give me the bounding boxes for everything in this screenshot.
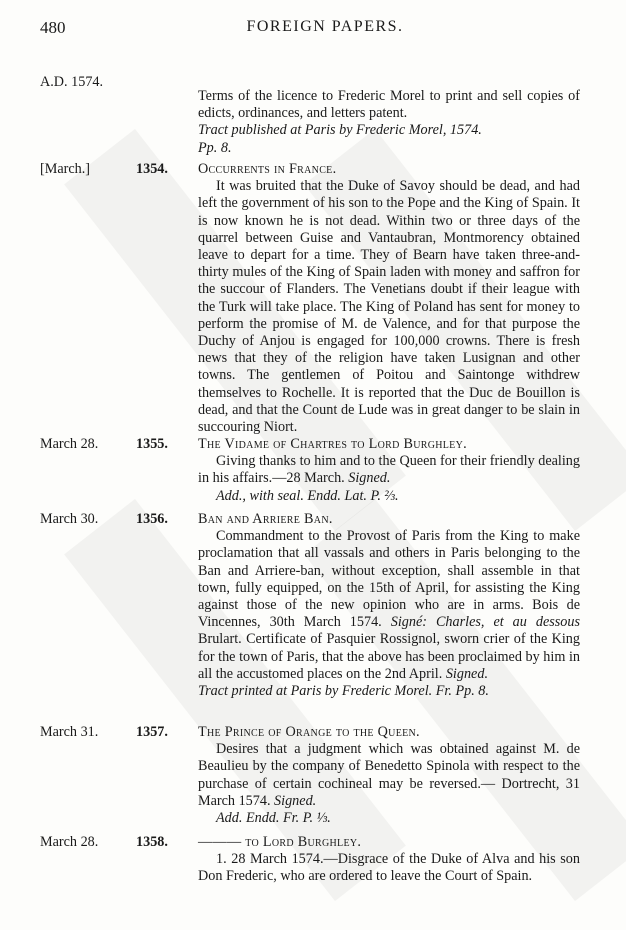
page-header xyxy=(40,18,580,42)
entry-text: 1. 28 March 1574.—Disgrace of the Duke of Alva and his son Don Frederic, who are ordered to leave the Court of Spain. xyxy=(198,851,580,885)
entry-date: March 28. xyxy=(40,436,99,452)
signed-note: Signed. xyxy=(348,470,391,487)
entry-number: 1354. xyxy=(136,161,168,177)
entry-text: Desires that a judgment which was obtained against M. de Beaulieu by the company of Benedetto Spinola with respect to the purchase of certain cochineal may be reversed.— Dortrecht, 31 March 1574. xyxy=(198,741,580,809)
calendar-entry xyxy=(40,511,580,700)
entry-title: The Prince of Orange to the Queen. xyxy=(198,724,420,740)
calendar-entry xyxy=(40,161,580,436)
entry-number: 1358. xyxy=(136,834,168,850)
calendar-entry xyxy=(40,74,580,157)
signature-note: Signé: Charles, et au dessous xyxy=(390,614,581,631)
entry-date: March 30. xyxy=(40,511,99,527)
entry-text: Commandment to the Provost of Paris from the King to make proclamation that all vassals and others in Paris belonging to the Ban and Arriere-ban, without exception, shall assemble in that town, fully equipped, on the 15th of April, for assisting the King against those of the new opinion who are in arms. Bois de Vincennes, 30th March 1574. xyxy=(198,528,580,631)
entry-text: Giving thanks to him and to the Queen for their friendly dealing in his affairs.—28 March. xyxy=(198,453,580,487)
entry-date: [March.] xyxy=(40,161,91,177)
entry-title: Ban and Arriere Ban. xyxy=(198,511,333,527)
entry-date: March 28. xyxy=(40,834,99,850)
calendar-entry xyxy=(40,724,580,827)
entry-note: Tract printed at Paris by Frederic Morel. Fr. Pp. 8. xyxy=(198,683,489,700)
calendar-entry xyxy=(40,436,580,505)
entry-date: A.D. 1574. xyxy=(40,74,104,90)
signed-note: Signed. xyxy=(274,792,317,809)
running-head: FOREIGN PAPERS. xyxy=(246,18,404,35)
entry-endorsement: Add., with seal. Endd. Lat. P. ⅔. xyxy=(216,487,399,504)
page-number: 480 xyxy=(40,18,66,37)
entry-title: Occurrents in France. xyxy=(198,161,337,177)
entry-text-continued: Brulart. Certificate of Pasquier Rossignol, sworn crier of the King for the town of Paris, that the above has been proclaimed by him in all the accustomed places on the 2nd April. xyxy=(198,631,580,682)
entry-number: 1357. xyxy=(136,724,168,740)
entry-pages: Pp. 8. xyxy=(198,139,232,156)
entry-text: It was bruited that the Duke of Savoy should be dead, and had left the government of his son to the Pope and the King of Spain. It is now known he is not dead. Within two or three days of the quarrel between Guise and Vantaubran, Montmorency obtained leave to depart for a time. They of Bearn have taken three-and-thirty mules of the King of Spain laden with money and saffron for the succour of Flanders. The Venetians doubt if their league with the Turk will take place. The King of Poland has sent for money to perform the promise of M. de Valence, and for that purpose the Duchy of Anjou is engaged for 100,000 crowns. There is fresh news that they of the religion have taken Lusignan and other towns. The gentlemen of Poitou and Saintonge withdrew themselves to Rochelle. It is reported that the Duc de Bouillon is dead, and that the Count de Lude was in great danger to be slain in succouring Niort. xyxy=(198,178,580,436)
signed-note: Signed. xyxy=(445,665,488,682)
entry-title: The Vidame of Chartres to Lord Burghley. xyxy=(198,436,467,452)
entry-date: March 31. xyxy=(40,724,99,740)
entry-number: 1356. xyxy=(136,511,168,527)
entry-number: 1355. xyxy=(136,436,168,452)
entry-text: Terms of the licence to Frederic Morel to print and sell copies of edicts, ordinances, and letters patent. xyxy=(198,88,580,122)
entry-title: ——— to Lord Burghley. xyxy=(198,834,362,850)
entry-endorsement: Add. Endd. Fr. P. ⅓. xyxy=(216,810,331,827)
calendar-entry xyxy=(40,834,580,886)
entry-note: Tract published at Paris by Frederic Morel, 1574. xyxy=(198,122,482,139)
